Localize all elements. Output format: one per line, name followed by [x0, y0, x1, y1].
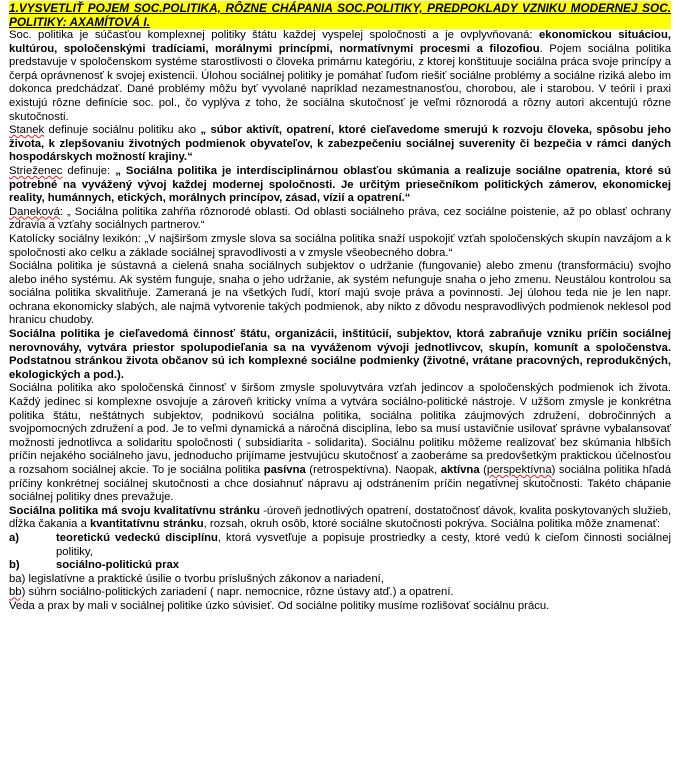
sub-item-bb-text: súhrn sociálno-politických zariadení ( napr. nemocnice, rôzne ústavy atď.) a opatrení. — [25, 586, 454, 599]
paragraph-striezenec-definition — [9, 165, 671, 206]
paragraph-danekova-definition — [9, 206, 671, 233]
term-active: aktívna — [440, 464, 480, 476]
striezenec-text: definuje: — [62, 164, 116, 177]
list-marker: b) — [9, 559, 20, 572]
danekova-quote: : „ Sociálna politika zahŕňa rôznorodé oblasti. Od oblasti sociálneho práva, cez sociálne poistenie, až po oblasť ochrany zdravia a vzťahy sociálnych partnerov.“ — [9, 205, 671, 232]
sub-item-bb-marker: bb) — [9, 586, 26, 599]
term-passive: pasívna — [263, 464, 306, 476]
author-name-danekova: Daneková — [9, 205, 60, 218]
document-page — [9, 1, 671, 614]
list-item-text — [56, 532, 671, 559]
social-activity-text-3: ( — [479, 464, 487, 476]
paragraph-intro — [9, 29, 671, 124]
paragraph-purposeful-activity — [9, 328, 671, 382]
social-activity-text-4: ) sociálna politika hľadá príčiny konkrétnej sociálnej skutočnosti a chce dosiahnuť nápravu aj odstránením príčin negatívnej skutočnosti. Takéto chápanie sociálnej politiky dnes prevažuje. — [9, 464, 671, 504]
paragraph-closing: Veda a prax by mali v sociálnej politike úzko súvisieť. Od sociálne politiky musíme rozlišovať sociálnu prácu. — [9, 599, 550, 612]
list-item-text — [56, 559, 671, 573]
list-item-bold: sociálno-politickú prax — [56, 559, 180, 572]
quantity-aspect-bold: kvantitatívnu stránku — [90, 518, 204, 531]
stanek-text: definuje sociálnu politiku ako — [44, 124, 201, 137]
intro-text-1: Soc. politika je súčasťou komplexnej politiky štátu každej vyspelej spoločnosti a je ovplyvňovaná: — [9, 29, 540, 41]
sub-item-ba: ba) legislatívne a praktické úsilie o tvorbu príslušných zákonov a nariadení, — [9, 572, 384, 585]
list-marker: a) — [9, 531, 20, 544]
striezenec-quote: „ Sociálna politika je interdisciplinárnou oblasťou skúmania a realizuje sociálne opatrenia, ktoré sú potrebné na vyvážený vývoj každej modernej spoločnosti. Je určitým priesečníkom politických zámerov, ekonomickej reality, humánnych, etických, morálnych princípov, zásad, vízií a opatrení.“ — [9, 164, 671, 205]
author-name-striezenec: Strieženec — [9, 164, 63, 177]
quality-text: -úroveň jednotlivých opatrení, dostatočnosť dávok, kvalita poskytovaných služieb, dĺžka čakania a — [9, 504, 671, 531]
intro-text-2: . Pojem sociálna politika predstavuje v spoločenskom systéme starostlivosti o človeka primárnu kategóriu, z ktorej konštituuje sociálna práca svoje princípy a čerpá oprávnenosť k svojej existencii. Úlohou sociálnej politiky je pomáhať ľuďom riešiť sociálne problémy a sociálne riziká alebo im dokonca predchádzať. Dané problémy môžu byť vyvolané napríklad nezamestnanosťou, chorobou, ale i starobou. V teórii i praxi existujú rôzne definície soc. pol., čo vyplýva z toho, že sociálna skutočnosť je veľmi rôznorodá a rôzny autori akcentujú rôzne skutočnosti. — [9, 42, 671, 123]
purposeful-activity-bold: Sociálna politika je cieľavedomá činnosť štátu, organizácii, inštitúcií, subjektov, ktorá zabraňuje vzniku príčin sociálnej nerovnováhy, vytvára priestor spolupodieľania sa na vyváženom vývoji jednotlivcov, skupín, komunít a spoločenstva. Podstatnou stránkou života občanov sú ich komplexné sociálne podmienky (životné, vrátane pracovných, reprodukčných, ekologických a pod.). — [9, 328, 671, 381]
paragraph-systematic-effort: Sociálna politika je sústavná a cielená snaha sociálnych subjektov o udržanie (fungovanie) alebo zmenu (transformáciu) svojho alebo iného systému. Ak systém funguje, snaha o jeho udržanie, ak systém nefunguje snaha o jeho zmenu. Neustálou kontrolou sa sociálna politika skvalitňuje. Zameraná je na všetkých ľudí, ktorí majú svoje práva a povinnosti. Jej úlohou teda nie je len napr. ochrana ekonomicky slabých, ale najmä vytvorenie takých podmienok, aby nikto z dôvodu nespravodlivých podmienok neklesol pod hranicu chudoby. — [9, 260, 671, 327]
author-name-stanek: Stanek — [9, 124, 45, 137]
term-perspective: perspektívna — [486, 464, 552, 476]
quality-aspect-bold: Sociálna politika má svoju kvalitatívnu stránku — [9, 504, 260, 517]
list-item — [9, 532, 671, 559]
social-activity-text-2: (retrospektívna). Naopak, — [305, 464, 441, 476]
paragraph-catholic-lexicon: Katolícky sociálny lexikón: „V najširšom zmysle slova sa sociálna politika snaží uspokojiť vzťah spoločenských skupín navzájom a k spoločnosti ako celku a základe sociálnej spravodlivosti a v zmysle všeobecného dobra.“ — [9, 232, 671, 259]
intro-bold-factors: ekonomickou situáciou, kultúrou, spoločenskými tradíciami, morálnymi princípmi, normatívnymi procesmi a filozofiou — [9, 29, 671, 55]
social-activity-text-1: Sociálna politika ako spoločenská činnosť v širšom zmysle spoluvytvára vzťah jedincov a spoločenských podmienok ich života. Každý jedinec si komplexne osvojuje a zároveň kriticky vníma a vytvára sociálno-politické nástroje. V užšom zmysle je konkrétna politika štátu, neštátnych subjektov, podnikovú sociálna politika, sociálna politika záujmových združení, dobročinných a svojpomocných združení a pod. Je to veľmi dynamická a náročná disciplína, lebo sa musí ustavičnie usilovať správne vybalansovať možnosti jednotlivca a solidaritu spoločnosti ( subsidiarita - solidarita). Sociálnu politiku môžeme realizovať bez skúmania hlbších príčin nejakého sociálneho javu, jednoducho prijímame jestvujúcu skutočnosť a zaoberáme sa predovšetkým praktickou účelnosťou a rozsahom sociálnej akcie. To je sociálna politika — [9, 382, 671, 476]
stanek-quote: „ súbor aktivít, opatrení, ktoré cieľavedome smerujú k rozvoju človeka, spôsobu jeho života, k zlepšovaniu životných podmienok obyvateľov, k zabezpečeniu sociálnej suverenity či bezpečia v rámci daných hospodárskych možností krajiny.“ — [9, 124, 671, 164]
paragraph-social-activity — [9, 382, 671, 504]
list-item-bold: teoretickú vedeckú disciplínu — [56, 531, 218, 544]
document-heading: 1.VYSVETLIŤ POJEM SOC.POLITIKA, RÔZNE CHÁPANIA SOC.POLITIKY, PREDPOKLADY VZNIKU MODERNEJ SOC. POLITIKY: AXAMÍTOVÁ I. — [9, 1, 671, 29]
list-item-rest: , ktorá vysvetľuje a popisuje prostriedky a cesty, ktoré vedú k cieľom činnosti sociálnej politiky, — [56, 531, 671, 558]
list-item — [9, 559, 671, 573]
quantity-text: , rozsah, okruh osôb, ktoré sociálne skutočnosti pokrýva. Sociálna politika môže znamenať: — [203, 518, 660, 531]
paragraph-quality-quantity — [9, 505, 671, 532]
paragraph-stanek-definition — [9, 124, 671, 165]
sub-item-bb — [9, 586, 671, 600]
